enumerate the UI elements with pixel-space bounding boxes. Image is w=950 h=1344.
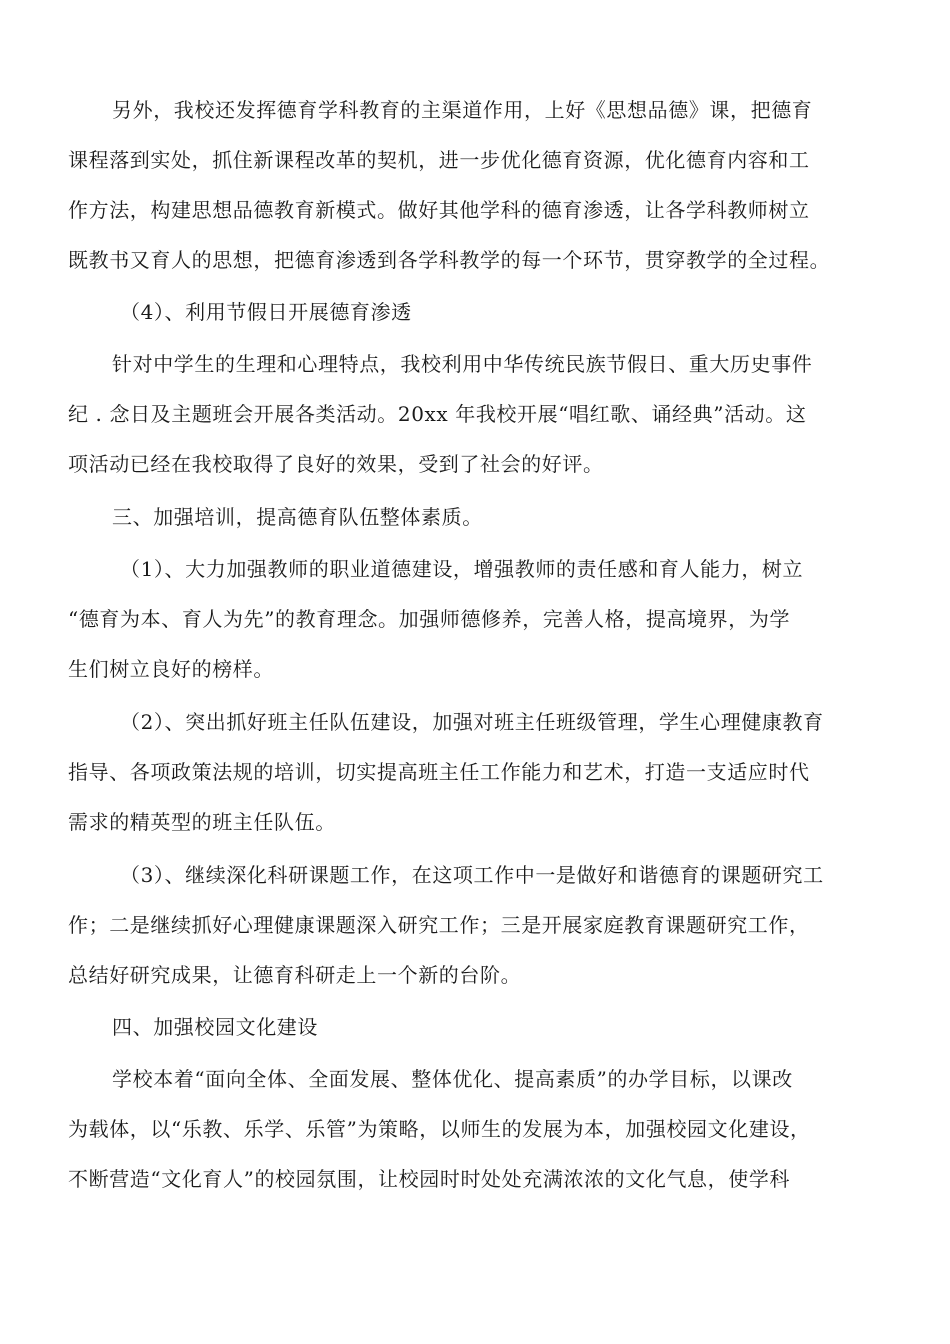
text-line: 作方法，构建思想品德教育新模式。做好其他学科的德育渗透，让各学科教师树立: [68, 198, 810, 222]
section-heading: （4）、利用节假日开展德育渗透: [120, 300, 412, 324]
text-line: （3）、继续深化科研课题工作，在这项工作中一是做好和谐德育的课题研究工: [120, 863, 824, 887]
text-line: （2）、突出抓好班主任队伍建设，加强对班主任班级管理，学生心理健康教育: [120, 710, 824, 734]
text-line: 纪 . 念日及主题班会开展各类活动。20xx 年我校开展“唱红歌、诵经典”活动。这: [68, 402, 807, 426]
text-line: 另外，我校还发挥德育学科教育的主渠道作用，上好《思想品德》课，把德育: [112, 98, 813, 122]
text-line: 总结好研究成果，让德育科研走上一个新的台阶。: [68, 963, 522, 987]
text-line: 不断营造“文化育人”的校园氛围，让校园时时处处充满浓浓的文化气息，使学科: [68, 1167, 791, 1191]
text-line: “德育为本、育人为先”的教育理念。加强师德修养，完善人格，提高境界，为学: [68, 607, 791, 631]
section-heading: 三、加强培训，提高德育队伍整体素质。: [112, 505, 483, 529]
text-line: 生们树立良好的榜样。: [68, 657, 274, 681]
text-line: （1）、大力加强教师的职业道德建设，增强教师的责任感和育人能力，树立: [120, 557, 804, 581]
text-line: 针对中学生的生理和心理特点，我校利用中华传统民族节假日、重大历史事件: [112, 352, 813, 376]
text-line: 指导、各项政策法规的培训，切实提高班主任工作能力和艺术，打造一支适应时代: [68, 760, 810, 784]
text-line: 为载体，以“乐教、乐学、乐管”为策略，以师生的发展为本，加强校园文化建设，: [68, 1117, 811, 1141]
text-line: 作；二是继续抓好心理健康课题深入研究工作；三是开展家庭教育课题研究工作，: [68, 913, 810, 937]
text-line: 课程落到实处，抓住新课程改革的契机，进一步优化德育资源，优化德育内容和工: [68, 148, 810, 172]
text-line: 既教书又育人的思想，把德育渗透到各学科教学的每一个环节，贯穿教学的全过程。: [68, 248, 831, 272]
text-line: 学校本着“面向全体、全面发展、整体优化、提高素质”的办学目标，以课改: [112, 1067, 793, 1091]
text-line: 项活动已经在我校取得了良好的效果，受到了社会的好评。: [68, 452, 604, 476]
section-heading: 四、加强校园文化建设: [112, 1015, 318, 1039]
text-line: 需求的精英型的班主任队伍。: [68, 810, 336, 834]
